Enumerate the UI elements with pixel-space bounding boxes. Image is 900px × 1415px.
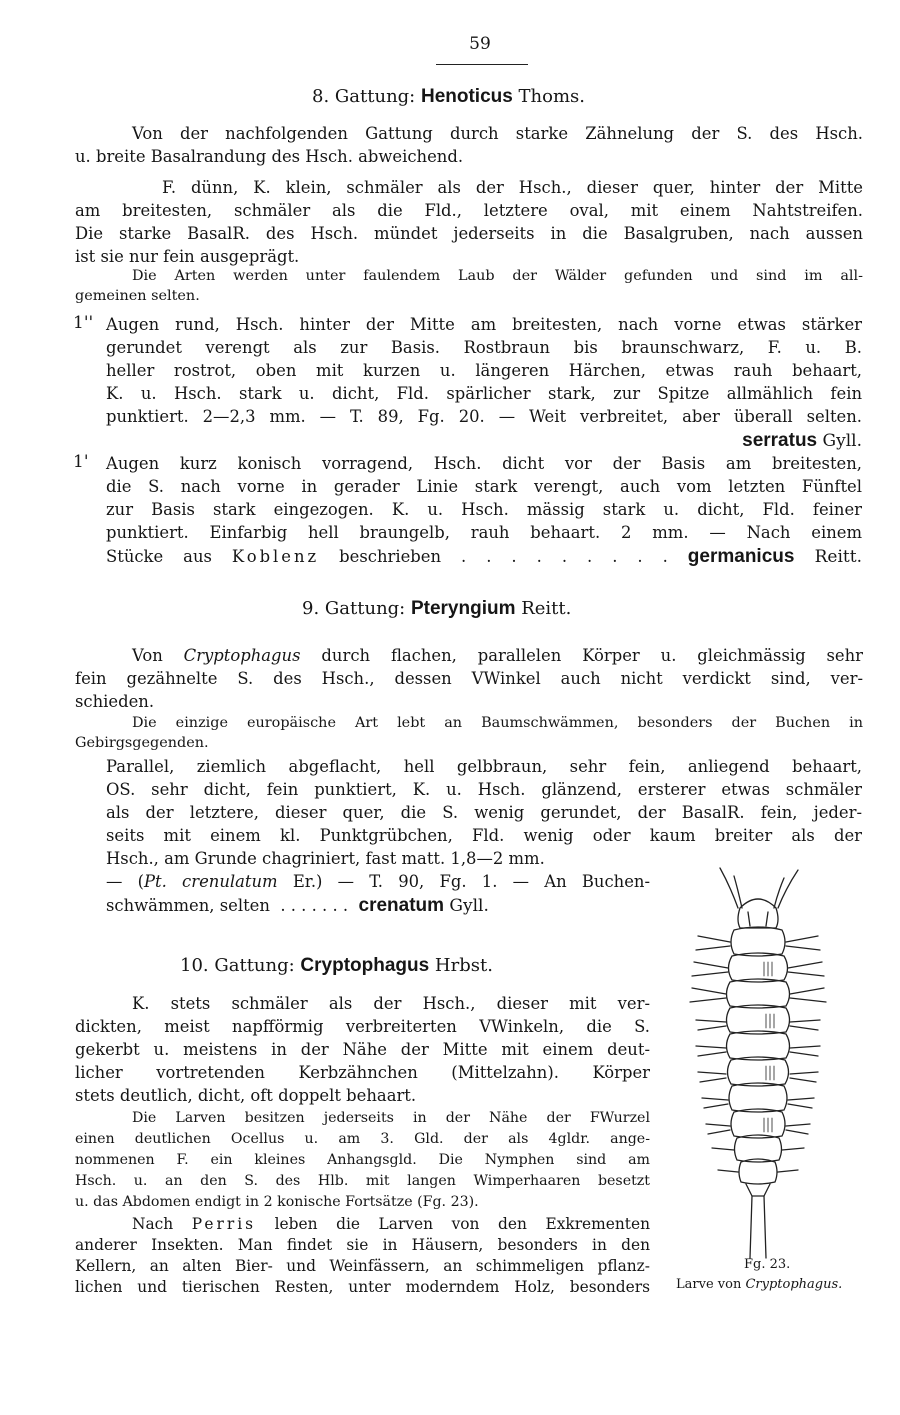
text-line: Augen rund, Hsch. hinter der Mitte am breitesten, nach vorne etwas stärker <box>106 315 862 334</box>
text-line: Gebirgsgegenden. <box>75 735 209 751</box>
genus-10-diagnosis <box>75 992 650 1107</box>
figure-label: Fg. 23. <box>744 1257 791 1272</box>
text-line: die S. nach vorne in gerader Linie stark verengt, auch vom letzten Fünftel <box>106 477 862 496</box>
text-line: — (Pt. crenulatum Er.) — T. 90, Fg. 1. — An Buchen- <box>106 872 651 891</box>
species-serratus <box>106 428 862 454</box>
species-author: Gyll. <box>817 431 862 451</box>
text-line: nommenen F. ein kleines Anhangsgld. Die Nymphen sind am <box>75 1152 650 1168</box>
species-name: germanicus <box>687 546 795 567</box>
genus-10-heading <box>180 955 493 977</box>
genus-8-heading <box>312 86 585 108</box>
heading-prefix: 8. Gattung: <box>312 86 421 107</box>
text-line: heller rostrot, oben mit kurzen u. längeren Härchen, etwas rauh behaart, <box>106 361 862 380</box>
text-line: schwämmen, selten . . . . . . . crenatum Gyll. <box>106 895 489 916</box>
text-line: K. stets schmäler als der Hsch., dieser mit ver- <box>132 994 650 1013</box>
species-name: serratus <box>742 430 818 451</box>
key-marker-1a: 1'' <box>73 313 94 333</box>
text-line: zur Basis stark eingezogen. K. u. Hsch. mässig stark u. dicht, Fld. feiner <box>106 500 862 519</box>
heading-prefix: 10. Gattung: <box>180 955 301 976</box>
text-line: anderer Insekten. Man findet sie in Häusern, besonders in den <box>75 1236 650 1254</box>
text-line: Stücke aus Koblenz beschrieben . . . . . . . . . germanicus Reitt. <box>106 546 862 567</box>
genus-10-larvae-note <box>75 1108 650 1213</box>
genus-author: Thoms. <box>512 86 586 107</box>
heading-prefix: 9. Gattung: <box>302 598 411 619</box>
species-author: Reitt. <box>794 547 862 567</box>
genus-name: Pteryngium <box>410 598 516 619</box>
text-line: seits mit einem kl. Punktgrübchen, Fld. wenig oder kaum breiter als der <box>106 826 862 845</box>
italic-genus: Cryptophagus <box>183 646 301 665</box>
text-line: schieden. <box>75 692 155 711</box>
text-line: lichen und tierischen Resten, unter moderndem Holz, besonders <box>75 1278 650 1296</box>
text-line: Von der nachfolgenden Gattung durch starke Zähnelung der S. des Hsch. <box>132 124 863 143</box>
genus-9-habitat-note <box>75 713 863 753</box>
text-line: gekerbt u. meistens in der Nähe der Mitte mit einem deut- <box>75 1040 650 1059</box>
leader-dots: . . . . . . . <box>280 896 349 915</box>
text-line: Hsch., am Grunde chagriniert, fast matt. 1,8—2 mm. <box>106 849 545 868</box>
text-line: Augen kurz konisch vorragend, Hsch. dicht vor der Basis am breitesten, <box>106 454 862 473</box>
text-line: F. dünn, K. klein, schmäler als der Hsch., dieser quer, hinter der Mitte <box>162 178 863 197</box>
text-line: ist sie nur fein ausgeprägt. <box>75 247 300 266</box>
text-line: Die starke BasalR. des Hsch. mündet jederseits in die Basalgruben, nach aussen <box>75 224 863 243</box>
text-line: fein gezähnelte S. des Hsch., dessen VWinkel auch nicht verdickt sind, ver- <box>75 669 863 688</box>
text-line: Parallel, ziemlich abgeflacht, hell gelbbraun, sehr fein, anliegend behaart, <box>106 757 862 776</box>
text-line: gerundet verengt als zur Basis. Rostbraun bis braunschwarz, F. u. B. <box>106 338 862 357</box>
page-number: 59 <box>469 34 491 54</box>
text-line: Kellern, an alten Bier- und Weinfässern, an schimmeligen pflanz- <box>75 1257 650 1275</box>
species-author: Gyll. <box>444 896 489 916</box>
page-number-rule <box>436 64 528 65</box>
species-name: crenatum <box>358 895 445 916</box>
text-line: u. das Abdomen endigt in 2 konische Fortsätze (Fg. 23). <box>75 1194 479 1210</box>
genus-8-habitat-note <box>75 266 863 306</box>
text-line: Die Larven besitzen jederseits in der Nähe der FWurzel <box>132 1110 650 1126</box>
text-line: Nach Perris leben die Larven von den Exkrementen <box>132 1215 650 1233</box>
text-line: gemeinen selten. <box>75 288 200 304</box>
spaced-author-name: Perris <box>191 1215 257 1233</box>
key-entry-serratus <box>106 313 862 454</box>
genus-9-species-line <box>106 870 650 919</box>
text-line: K. u. Hsch. stark u. dicht, Fld. spärlicher stark, zur Spitze allmählich fein <box>106 384 862 403</box>
italic-synonym: Pt. crenulatum <box>144 872 278 891</box>
caption-italic-genus: Cryptophagus. <box>745 1277 843 1292</box>
leader-dots: . . . . . . . . . <box>461 547 668 566</box>
genus-8-diagnosis <box>75 122 863 168</box>
genus-8-description <box>75 176 863 268</box>
text-line: als der letztere, dieser quer, die S. wenig gerundet, der BasalR. fein, jeder- <box>106 803 862 822</box>
text-line: punktiert. 2—2,3 mm. — T. 89, Fg. 20. — Weit verbreitet, aber überall selten. <box>106 407 862 426</box>
text-line: Die einzige europäische Art lebt an Baumschwämmen, besonders der Buchen in <box>132 715 863 731</box>
text-line: stets deutlich, dicht, oft doppelt behaart. <box>75 1086 417 1105</box>
text-line: licher vortretenden Kerbzähnchen (Mittelzahn). Körper <box>75 1063 650 1082</box>
larva-illustration <box>668 850 868 1270</box>
genus-name: Cryptophagus <box>300 955 430 976</box>
key-marker-1b: 1' <box>73 452 89 472</box>
text-line: dickten, meist napfförmig verbreiterten VWinkeln, die S. <box>75 1017 650 1036</box>
text-line: Hsch. u. an den S. des Hlb. mit langen Wimperhaaren besetzt <box>75 1173 650 1189</box>
text-line: OS. sehr dicht, fein punktiert, K. u. Hsch. glänzend, ersterer etwas schmäler <box>106 780 862 799</box>
text-line: Von Cryptophagus durch flachen, parallelen Körper u. gleichmässig sehr <box>132 646 863 665</box>
text-line: Die Arten werden unter faulendem Laub der Wälder gefunden und sind im all- <box>132 268 863 284</box>
spaced-locality: Koblenz <box>231 547 320 566</box>
genus-10-habitat <box>75 1214 650 1298</box>
text-line: am breitesten, schmäler als die Fld., letztere oval, mit einem Nahtstreifen. <box>75 201 863 220</box>
text-line: einen deutlichen Ocellus u. am 3. Gld. der als 4gldr. ange- <box>75 1131 650 1147</box>
text-line: punktiert. Einfarbig hell braungelb, rauh behaart. 2 mm. — Nach einem <box>106 523 862 542</box>
genus-author: Hrbst. <box>429 955 493 976</box>
figure-caption: Larve von Cryptophagus. <box>676 1277 843 1292</box>
text-line: u. breite Basalrandung des Hsch. abweichend. <box>75 147 464 166</box>
genus-9-diagnosis <box>75 644 863 713</box>
genus-author: Reitt. <box>515 598 572 619</box>
genus-name: Henoticus <box>420 86 513 107</box>
genus-9-heading <box>302 598 571 620</box>
key-entry-germanicus <box>106 452 862 570</box>
